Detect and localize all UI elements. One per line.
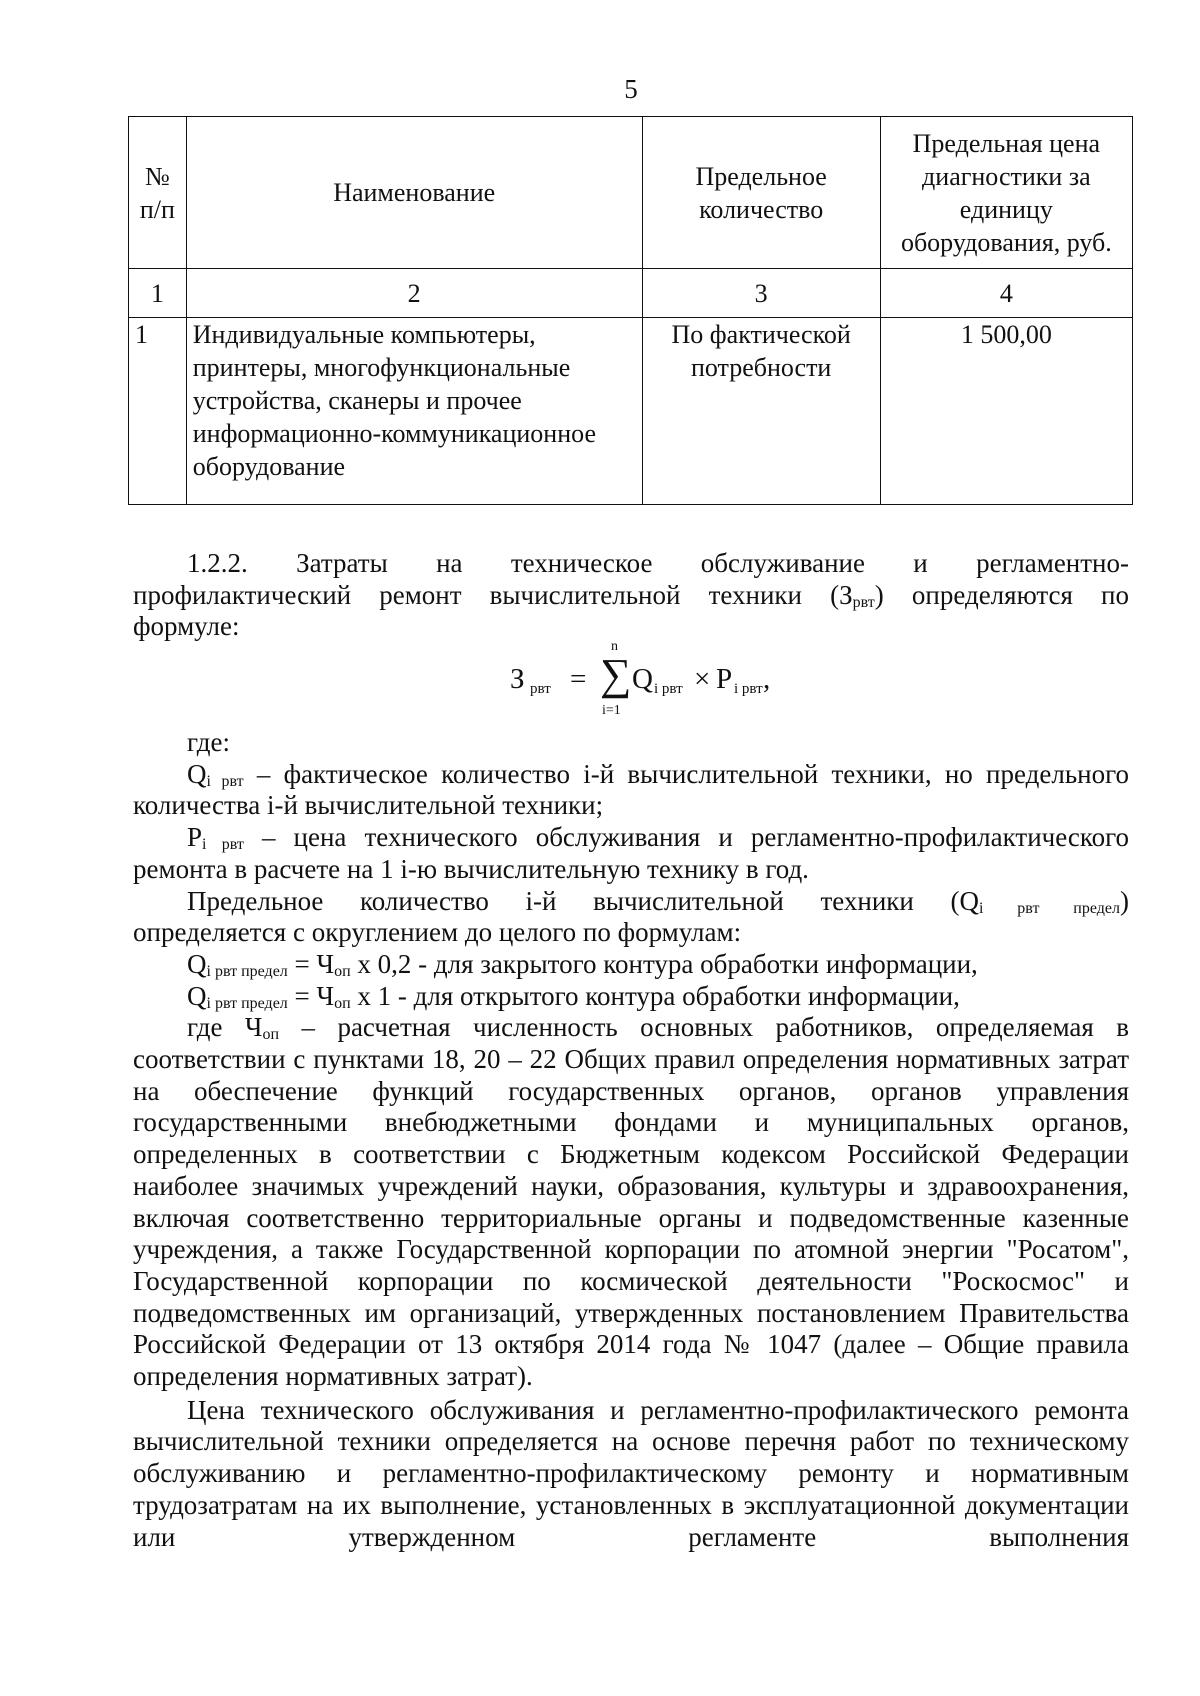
table-column-numbers-row xyxy=(129,269,1133,318)
column-number: 3 xyxy=(642,269,880,318)
section-line: 1.2.2. Затраты на техническое обслуживание и регламентно- xyxy=(187,548,1129,578)
sum-formula: З рвт = ∑ n i=1 Q i рвт × P i рвт , xyxy=(510,639,771,718)
formula-closed-contour: $Q_{i рвт предел} = Ч_{оп}$ х 0,2 - для закрытого контура обработки информации, xyxy=(187,948,978,980)
section-line: профилактический ремонт вычислительной техники $(З_{рвт})$ определяются по xyxy=(133,579,1129,611)
row-quantity: По фактической потребности xyxy=(642,318,880,505)
limit-line: Предельное количество i-й вычислительной техники $(Q_{i рвт предел})$ xyxy=(187,885,1129,917)
column-number: 4 xyxy=(880,269,1132,318)
row-price: 1 500,00 xyxy=(880,318,1132,505)
where-ch-paragraph: где $Ч_{оп}$ – расчетная численность основных работников, определяемая в соответствии с пунктами 18, 20 – 22 Общих правил определения нормативных затрат на обеспечение функций государственных органов, органов управления государственными внебюджетными фондами и муниципальных органов, определенных в соответствии с Бюджетным кодексом Российской Федерации наиболее значимых учреждений науки, образования, культуры и здравоохранения, включая соответственно территориальные органы и подведомственные казенные учреждения, а также Государственной корпорации по атомной энергии "Росатом", Государственной корпорации по космической деятельности "Роскосмос" и подведомственных им организаций, утвержденных постановлением Правительства Российской Федерации от 13 октября 2014 года № 1047 (далее – Общие правила определения нормативных затрат). xyxy=(133,1012,1130,1392)
price-paragraph: Цена технического обслуживания и регламентно-профилактического ремонта вычислительной техники определяется на основе перечня работ по техническому обслуживанию и регламентно-профилактическому ремонту и нормативным трудозатратам на их выполнение, установленных в эксплуатационной документации или утвержденном регламенте выполнения xyxy=(133,1394,1129,1552)
formula-open-contour: $Q_{i рвт предел} = Ч_{оп}$ х 1 - для открытого контура обработки информации, xyxy=(187,980,960,1012)
equipment-table xyxy=(128,116,1133,505)
column-number: 1 xyxy=(129,269,187,318)
definition-p: $P_{i рвт}$ – цена технического обслуживания и регламентно-профилактического ремонта в расчете на 1 i-ю вычислительную технику в год. xyxy=(133,822,1130,884)
column-number: 2 xyxy=(186,269,642,318)
header-quantity: Предельное количество xyxy=(642,117,880,269)
body-text xyxy=(133,727,1129,1553)
section-intro xyxy=(133,548,1129,643)
where-label: где: xyxy=(187,727,230,757)
header-num: № п/п xyxy=(129,117,187,269)
table-header-row xyxy=(129,117,1133,269)
table-row xyxy=(129,318,1133,505)
section-line: формуле: xyxy=(133,611,240,642)
row-name: Индивидуальные компьютеры, принтеры, многофункциональные устройства, сканеры и прочее информационно-коммуникационное оборудование xyxy=(186,318,642,505)
header-name: Наименование xyxy=(186,117,642,269)
header-price: Предельная цена диагностики за единицу оборудования, руб. xyxy=(880,117,1132,269)
row-num: 1 xyxy=(129,318,187,505)
page-number: 5 xyxy=(624,74,638,104)
definition-q: $Q_{i рвт}$ – фактическое количество i-й вычислительной техники, но предельного количества i-й вычислительной техники; xyxy=(133,758,1129,821)
limit-line: определяется с округлением до целого по формулам: xyxy=(133,917,742,948)
